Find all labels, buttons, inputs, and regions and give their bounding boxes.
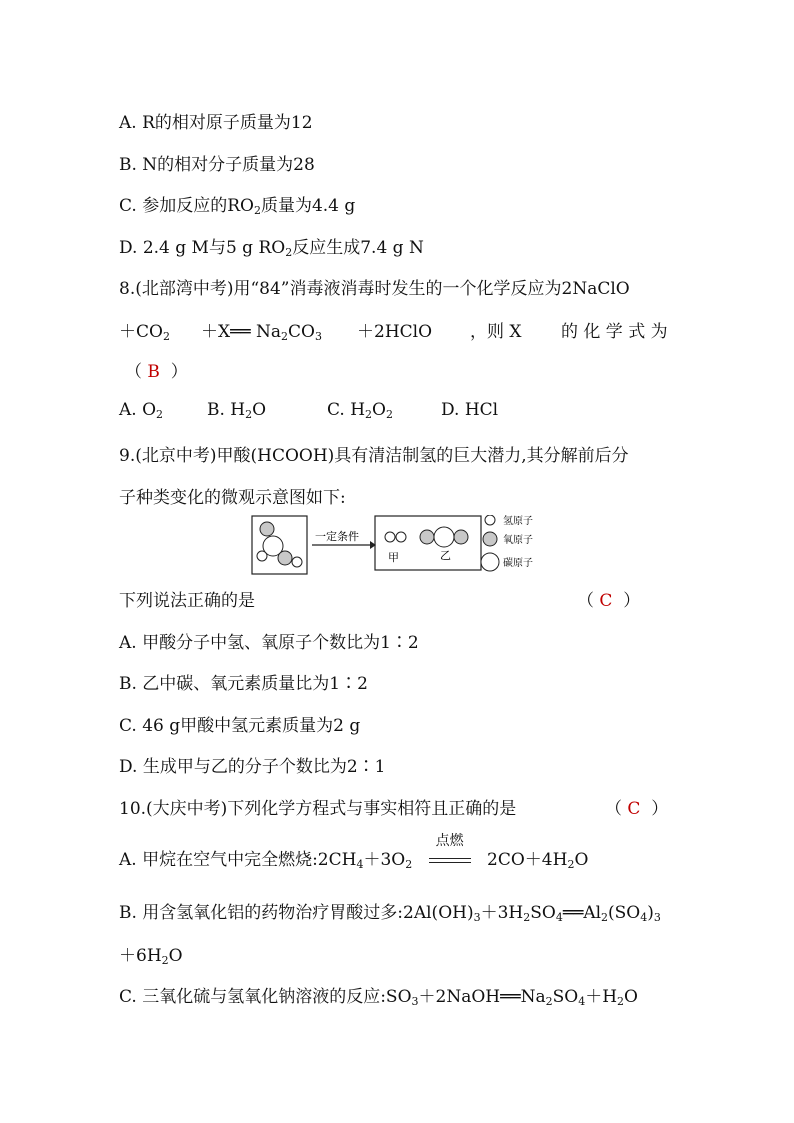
q8-answer: B (147, 362, 160, 382)
oxygen-atom (454, 530, 468, 544)
condition-ignite: 点燃 (435, 833, 464, 849)
arrow-condition: 一定条件 (315, 530, 359, 543)
q9-answer: C (599, 591, 613, 611)
carbon-atom (434, 527, 454, 547)
q10-option-b-line2: $+6H_2O$ (119, 946, 183, 967)
q8-answer-paren: （ B ） (125, 362, 188, 382)
q9-molecule-diagram (251, 515, 551, 577)
legend-oxygen-icon (483, 532, 497, 546)
q9-option-b: B. 乙中碳、氧元素质量比为1∶2 (119, 674, 368, 694)
q9-stem: 9.(北京中考)甲酸(HCOOH)具有清洁制氢的巨大潜力,其分解前后分 (119, 446, 629, 466)
q9-answer-paren: （ C ） (577, 591, 641, 611)
product-label-yi: 乙 (440, 549, 451, 562)
legend-oxygen: 氧原子 (503, 535, 533, 546)
q8-option-b: B. $H_2O$ (207, 400, 267, 421)
q7-option-d: D. 2.4 g M与5 g $RO_2$反应生成7.4 g N (119, 238, 424, 259)
oxygen-atom (420, 530, 434, 544)
q8-then-x: ，则 X (470, 322, 522, 342)
q10-answer-paren: （ C ） (605, 799, 669, 819)
q9-question: 下列说法正确的是 (119, 591, 255, 611)
q9-option-c: C. 46 g甲酸中氢元素质量为2 g (119, 716, 361, 736)
q7-option-a: A. R的相对原子质量为12 (119, 113, 313, 133)
legend-carbon: 碳原子 (503, 558, 533, 569)
q9-option-a: A. 甲酸分子中氢、氧原子个数比为1∶2 (119, 633, 419, 653)
hydrogen-atom (396, 532, 406, 542)
reaction-condition-arrow (418, 833, 482, 870)
q10-option-b: B. 用含氢氧化铝的药物治疗胃酸过多$:2Al(OH)_3+3H_2SO_4══Al_2(SO_4)_3$ (119, 903, 661, 924)
q8-stem: 8.(北部湾中考)用“84”消毒液消毒时发生的一个化学反应为2NaClO (119, 279, 630, 299)
q8-equation-hclo: ＋2HClO (357, 322, 433, 342)
q8-stem-line2: $+CO_2$ (119, 322, 170, 343)
legend-hydrogen-icon (485, 515, 495, 525)
q8-option-d: D. HCl (441, 400, 499, 420)
q8-option-a: A. $O_2$ (119, 400, 164, 421)
product-label-jia: 甲 (388, 551, 399, 564)
hydrogen-atom (292, 557, 302, 567)
q8-option-c: C. $H_2O_2$ (327, 400, 393, 421)
oxygen-atom (260, 522, 274, 536)
legend-hydrogen: 氢原子 (503, 516, 533, 527)
hydrogen-atom (385, 532, 395, 542)
legend-carbon-icon (481, 553, 499, 571)
q7-option-b: B. N的相对分子质量为28 (119, 155, 315, 175)
q8-equation-part: ＋X══ $Na_2CO_3$ (201, 322, 322, 343)
q9-stem-line2: 子种类变化的微观示意图如下: (119, 488, 346, 508)
q10-option-a: A. 甲烷在空气中完全燃烧$:2CH_4+3O_2$ 点燃 $2CO+4H_2O$ (119, 845, 588, 871)
q10-option-c: C. 三氧化硫与氢氧化钠溶液的反应$:SO_3+2NaOH══Na_2SO_4+H_2O$ (119, 987, 638, 1008)
q10-stem: 10.(大庆中考)下列化学方程式与事实相符且正确的是 (119, 799, 517, 819)
q7-option-c: C. 参加反应的$RO_2$质量为4.4 g (119, 196, 356, 217)
hydrogen-atom (257, 551, 267, 561)
q10-answer: C (627, 799, 641, 819)
q9-option-d: D. 生成甲与乙的分子个数比为2∶1 (119, 757, 386, 777)
oxygen-atom (278, 551, 292, 565)
q8-formula-is: 的 化 学 式 为 (561, 322, 668, 342)
